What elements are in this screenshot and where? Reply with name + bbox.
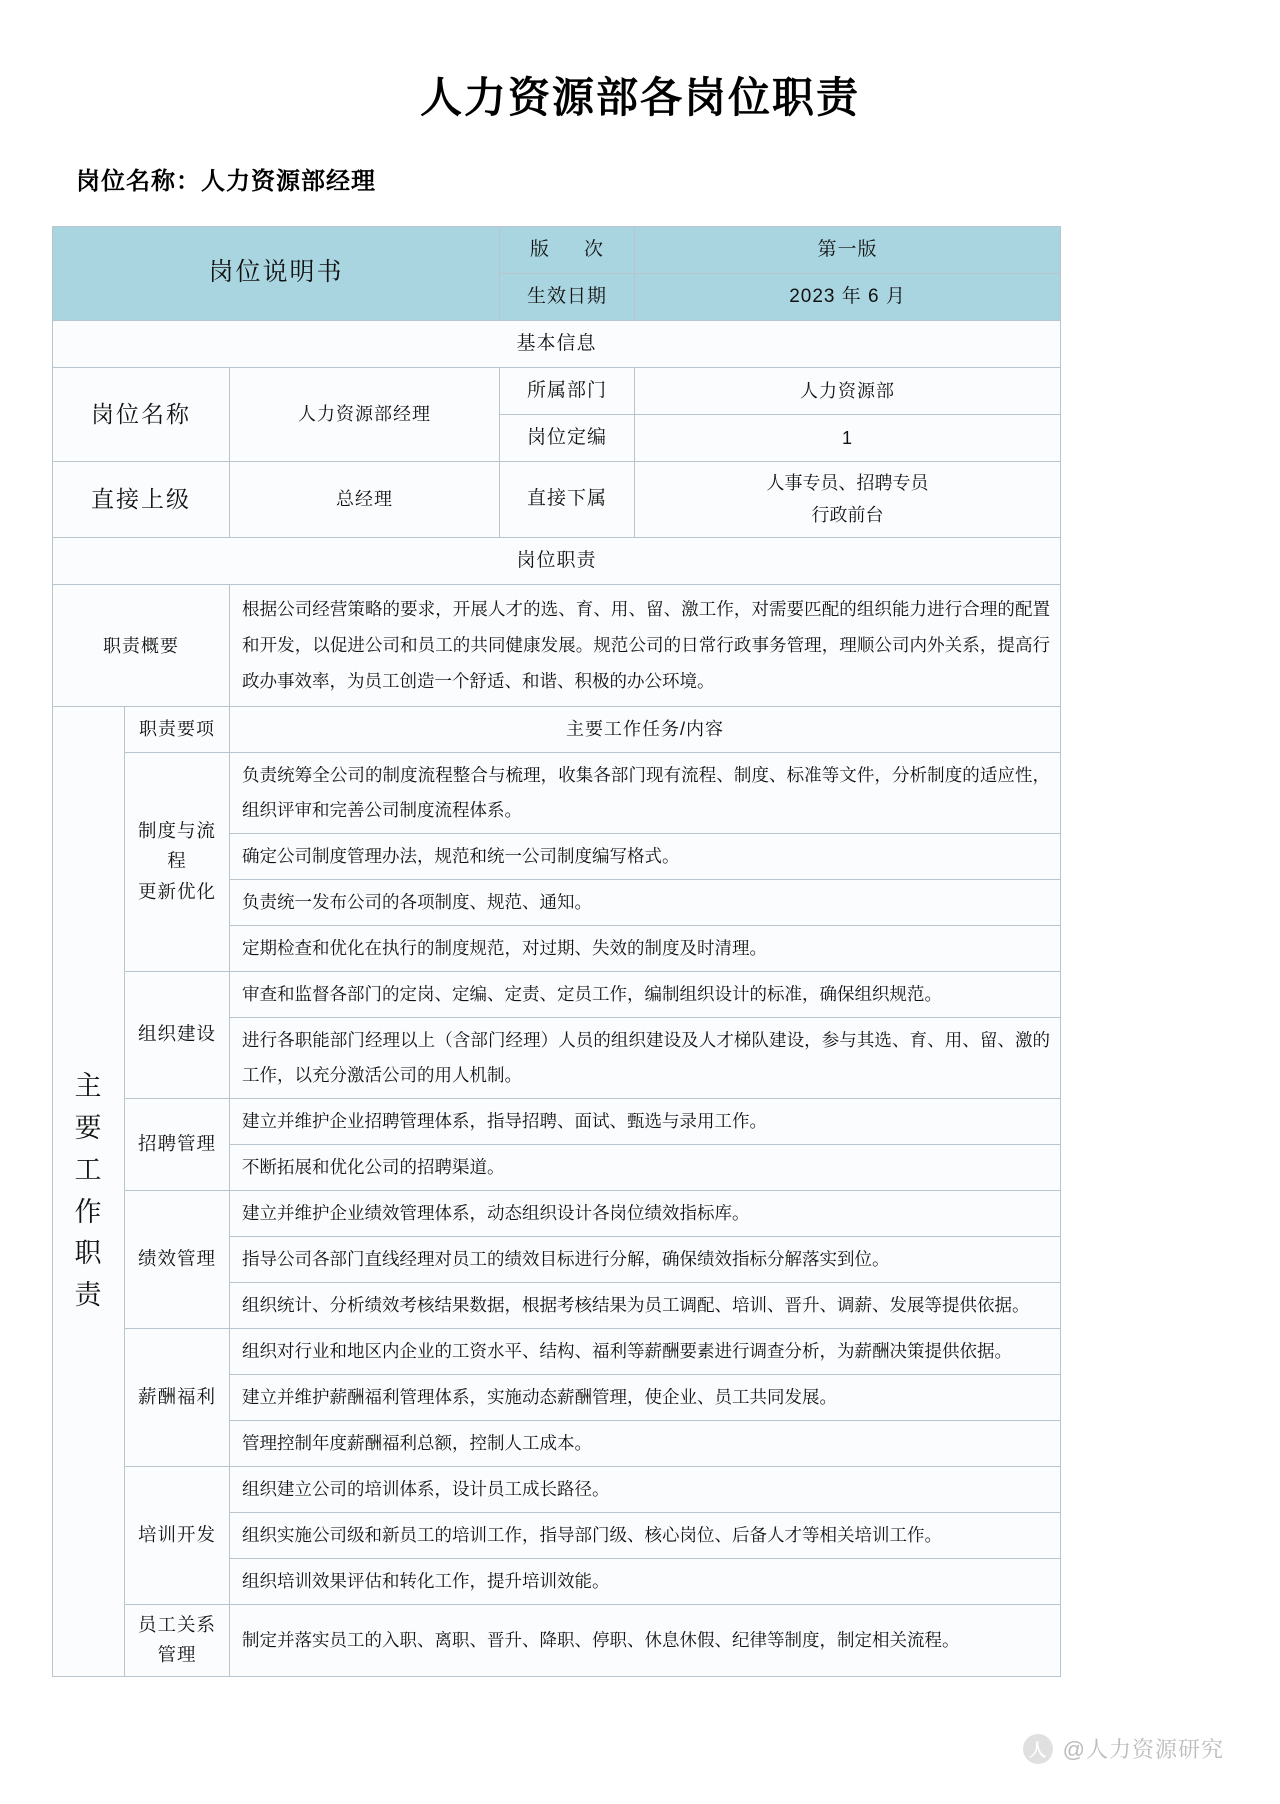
headcount-label: 岗位定编 [500, 414, 635, 461]
table-row-task [53, 1098, 1061, 1144]
side-label-char: 主 [74, 1071, 103, 1102]
table-row-supervisor-subordinate [53, 461, 1061, 537]
column-head-category: 职责要项 [125, 707, 230, 752]
effective-date-label: 生效日期 [500, 273, 635, 320]
watermark [1023, 1733, 1224, 1764]
duty-task-text: 指导公司各部门直线经理对员工的绩效目标进行分解，确保绩效指标分解落实到位。 [230, 1236, 1061, 1282]
duty-summary-label: 职责概要 [53, 584, 230, 707]
duty-task-text: 负责统筹全公司的制度流程整合与梳理，收集各部门现有流程、制度、标准等文件，分析制度的适应性，组织评审和完善公司制度流程体系。 [230, 752, 1061, 833]
table-row-duty-summary [53, 584, 1061, 707]
duty-category-label [125, 971, 230, 1098]
table-row-doc-header [53, 226, 1061, 273]
duty-task-text: 进行各职能部门经理以上（含部门经理）人员的组织建设及人才梯队建设，参与其选、育、用、留、激的工作，以充分激活公司的用人机制。 [230, 1017, 1061, 1098]
headcount-value: 1 [635, 414, 1061, 461]
department-value: 人力资源部 [635, 367, 1061, 414]
watermark-logo-icon: 人 [1023, 1734, 1053, 1764]
side-label-char: 工 [74, 1154, 103, 1185]
duty-category-label-line: 绩效管理 [137, 1247, 216, 1269]
supervisor-label: 直接上级 [53, 461, 230, 537]
table-row-task [53, 1190, 1061, 1236]
position-subtitle: 岗位名称：人力资源部经理 [76, 167, 376, 195]
duty-task-text: 组织培训效果评估和转化工作，提升培训效能。 [230, 1558, 1061, 1604]
page-title: 人力资源部各岗位职责 [419, 74, 860, 121]
duty-category-label-line: 培训开发 [137, 1523, 216, 1545]
duty-task-text: 建立并维护企业招聘管理体系，指导招聘、面试、甄选与录用工作。 [230, 1098, 1061, 1144]
duty-task-text: 建立并维护薪酬福利管理体系，实施动态薪酬管理，使企业、员工共同发展。 [230, 1374, 1061, 1420]
duty-task-text: 负责统一发布公司的各项制度、规范、通知。 [230, 879, 1061, 925]
duty-category-label [125, 752, 230, 971]
table-row-task [53, 752, 1061, 833]
table-row-task [53, 971, 1061, 1017]
position-name-label: 岗位名称 [53, 367, 230, 461]
column-head-tasks: 主要工作任务/内容 [230, 707, 1061, 752]
duty-task-text: 管理控制年度薪酬福利总额，控制人工成本。 [230, 1420, 1061, 1466]
duty-category-label [125, 1190, 230, 1328]
doc-type-cell: 岗位说明书 [53, 226, 500, 320]
duty-category-label [125, 1098, 230, 1190]
duty-category-label-line: 组织建设 [137, 1023, 216, 1045]
duty-task-text: 不断拓展和优化公司的招聘渠道。 [230, 1144, 1061, 1190]
watermark-text: @人力资源研究 [1062, 1737, 1224, 1762]
supervisor-value: 总经理 [230, 461, 500, 537]
duty-task-text: 组织对行业和地区内企业的工资水平、结构、福利等薪酬要素进行调查分析，为薪酬决策提供依据。 [230, 1328, 1061, 1374]
table-row-duty-column-heads [53, 707, 1061, 752]
subordinate-value-line-2: 行政前台 [811, 505, 884, 526]
duty-category-label-line: 薪酬福利 [137, 1385, 216, 1407]
table-row-task [53, 1466, 1061, 1512]
side-label-char: 职 [74, 1238, 103, 1269]
position-name-value: 人力资源部经理 [230, 367, 500, 461]
side-label-char: 责 [74, 1280, 103, 1311]
subordinate-value [635, 461, 1061, 537]
table-row-basic-info-band [53, 320, 1061, 367]
duty-task-text: 建立并维护企业绩效管理体系，动态组织设计各岗位绩效指标库。 [230, 1190, 1061, 1236]
duty-task-text: 定期检查和优化在执行的制度规范，对过期、失效的制度及时清理。 [230, 925, 1061, 971]
duty-category-label [125, 1466, 230, 1604]
duty-summary-text: 根据公司经营策略的要求，开展人才的选、育、用、留、激工作，对需要匹配的组织能力进行合理的配置和开发，以促进公司和员工的共同健康发展。规范公司的日常行政事务管理，理顺公司内外关系，提高行政办事效率，为员工创造一个舒适、和谐、积极的办公环境。 [230, 584, 1061, 707]
duty-task-text: 制定并落实员工的入职、离职、晋升、降职、停职、休息休假、纪律等制度，制定相关流程。 [230, 1604, 1061, 1676]
subordinate-value-line-1: 人事专员、招聘专员 [766, 472, 929, 493]
side-label-char: 作 [74, 1196, 103, 1227]
main-duties-side-label [53, 707, 125, 1676]
table-row-task [53, 1604, 1061, 1676]
version-value: 第一版 [635, 226, 1061, 273]
side-label-char: 要 [74, 1112, 103, 1143]
basic-info-band-label: 基本信息 [53, 320, 1061, 367]
duty-category-label-line: 更新优化 [137, 880, 216, 902]
duty-task-text: 组织实施公司级和新员工的培训工作，指导部门级、核心岗位、后备人才等相关培训工作。 [230, 1512, 1061, 1558]
table-row-position-department [53, 367, 1061, 414]
duty-task-text: 组织统计、分析绩效考核结果数据，根据考核结果为员工调配、培训、晋升、调薪、发展等提供依据。 [230, 1282, 1061, 1328]
job-description-table [52, 226, 1061, 1677]
duties-band-label: 岗位职责 [53, 537, 1061, 584]
duty-category-label-line: 制度与流程 [137, 819, 216, 872]
duty-task-text: 组织建立公司的培训体系，设计员工成长路径。 [230, 1466, 1061, 1512]
duty-category-label-line: 员工关系管理 [137, 1613, 216, 1666]
duty-category-label-line: 招聘管理 [137, 1132, 216, 1154]
duty-category-label [125, 1328, 230, 1466]
department-label: 所属部门 [500, 367, 635, 414]
table-row-task [53, 1328, 1061, 1374]
duty-task-text: 审查和监督各部门的定岗、定编、定责、定员工作，编制组织设计的标准，确保组织规范。 [230, 971, 1061, 1017]
effective-date-value: 2023 年 6 月 [635, 273, 1061, 320]
version-label: 版 次 [500, 226, 635, 273]
duty-task-text: 确定公司制度管理办法，规范和统一公司制度编写格式。 [230, 833, 1061, 879]
table-row-duties-band [53, 537, 1061, 584]
subordinate-label: 直接下属 [500, 461, 635, 537]
duty-category-label [125, 1604, 230, 1676]
